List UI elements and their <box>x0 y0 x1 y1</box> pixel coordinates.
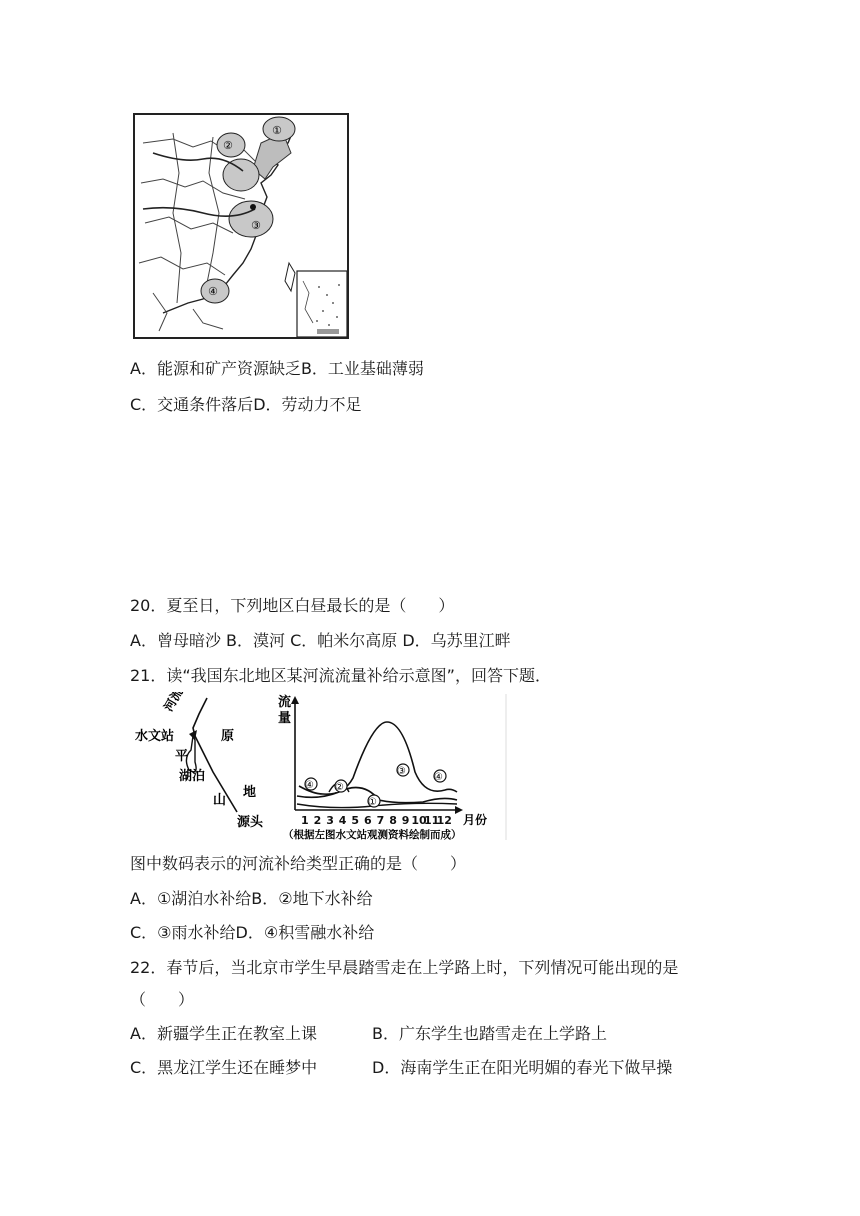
q22-stem-bracket: （ ） <box>130 990 195 1009</box>
fig-mountain2: 地 <box>243 785 257 800</box>
month-tick-label: 12 <box>436 814 452 827</box>
month-tick-label: 2 <box>313 814 322 827</box>
china-east-map <box>133 113 349 339</box>
fig-ylabel2: 量 <box>278 711 292 726</box>
q21-option-a: A．①湖泊水补给 <box>130 889 252 908</box>
fig-marker-1: ① <box>368 797 377 808</box>
q19-options-row1 <box>130 358 424 380</box>
q22-option-a: A．新疆学生正在教室上课 <box>130 1024 317 1043</box>
fig-marker-4a: ④ <box>305 780 314 791</box>
month-tick-label: 7 <box>376 814 385 827</box>
q19-options-row2 <box>130 394 362 416</box>
fig-xlabel: 月份 <box>463 813 488 827</box>
q19-option-a: A．能源和矿产资源缺乏 <box>130 359 301 378</box>
q21-option-b: B．②地下水补给 <box>251 889 373 908</box>
month-tick-label: 10 <box>411 814 427 827</box>
q21-option-c: C．③雨水补给 <box>130 923 236 942</box>
month-axis <box>301 814 452 827</box>
q22-option-d: D．海南学生正在阳光明媚的春光下做早操 <box>372 1058 673 1077</box>
month-tick-label: 11 <box>424 814 440 827</box>
q21-options-row1 <box>130 888 373 910</box>
q19-option-c: C．交通条件落后 <box>130 395 254 414</box>
q22-option-b: B．广东学生也踏雪走在上学路上 <box>372 1024 607 1043</box>
q21-question: 图中数码表示的河流补给类型正确的是（ ） <box>130 854 467 873</box>
q19-option-b: B．工业基础薄弱 <box>300 359 424 378</box>
river-supply-figure <box>133 692 509 842</box>
fig-mountain1: 山 <box>213 793 227 808</box>
month-tick-label: 4 <box>338 814 347 827</box>
q20-stem: 20．夏至日，下列地区白昼最长的是（ ） <box>130 596 455 615</box>
fig-ylabel1: 流 <box>278 695 292 710</box>
q21-stem: 21．读“我国东北地区某河流流量补给示意图”，回答下题． <box>130 666 551 685</box>
q22-option-c: C．黑龙江学生还在睡梦中 <box>130 1058 318 1077</box>
fig-river: 河流 <box>161 692 186 714</box>
month-tick-label: 8 <box>389 814 397 827</box>
month-tick-label: 3 <box>326 814 334 827</box>
q19-option-d: D．劳动力不足 <box>253 395 362 414</box>
q21-option-d: D．④积雪融水补给 <box>235 923 375 942</box>
month-tick-label: 5 <box>351 814 360 827</box>
fig-note: （根据左图水文站观测资料绘制而成） <box>283 829 462 841</box>
fig-plain2: 原 <box>221 729 235 744</box>
fig-source: 源头 <box>237 815 264 830</box>
fig-marker-3: ③ <box>397 766 406 777</box>
map-label-3: ③ <box>251 219 261 232</box>
map-label-4: ④ <box>208 285 218 298</box>
fig-marker-2: ② <box>335 782 344 793</box>
fig-marker-4b: ④ <box>434 772 443 783</box>
fig-plain1: 平 <box>175 749 189 764</box>
q20-options: A．曾母暗沙 B．漠河 C．帕米尔高原 D．乌苏里江畔 <box>130 631 511 650</box>
month-tick-label: 6 <box>364 814 372 827</box>
q21-options-row2 <box>130 922 374 944</box>
fig-lake: 湖泊 <box>179 769 206 784</box>
month-tick-label: 1 <box>301 814 309 827</box>
map-label-1: ① <box>272 124 282 137</box>
q22-stem: 22．春节后，当北京市学生早晨踏雪走在上学路上时，下列情况可能出现的是 <box>130 958 679 977</box>
map-label-2: ② <box>223 139 233 152</box>
month-tick-label: 9 <box>401 814 410 827</box>
fig-station: 水文站 <box>135 729 175 744</box>
